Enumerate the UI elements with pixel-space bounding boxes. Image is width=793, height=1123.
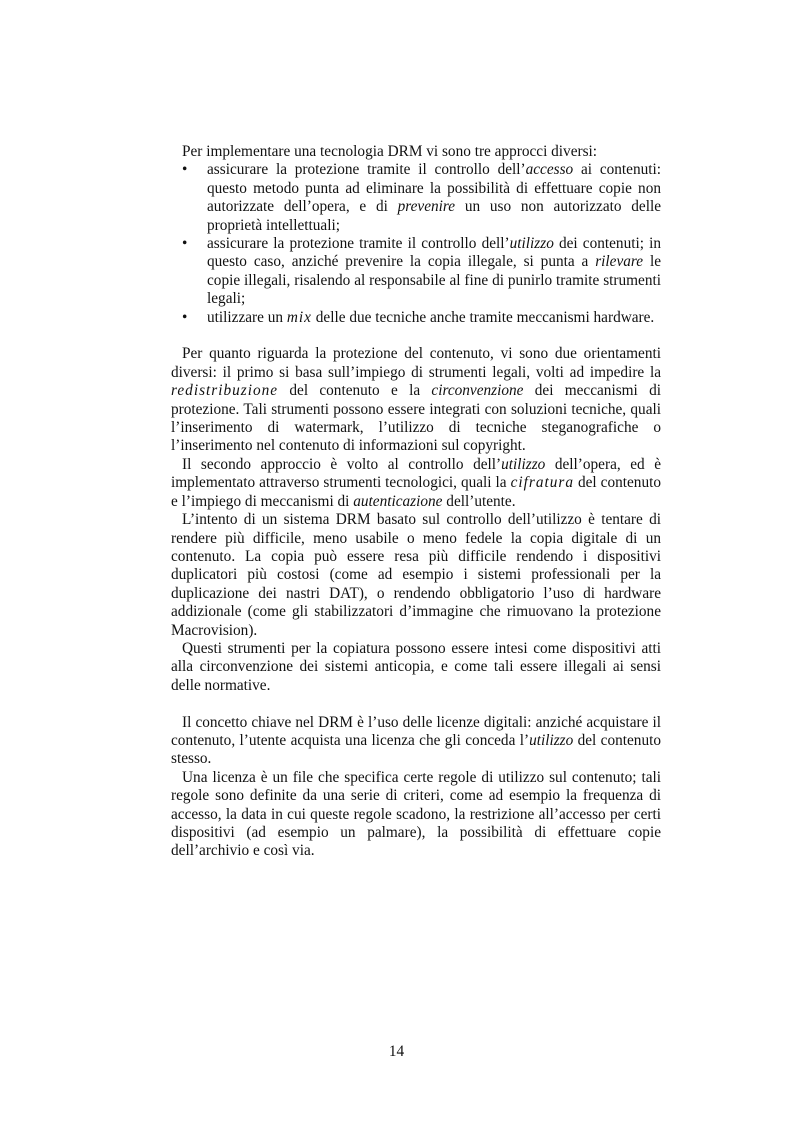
paragraph: Questi strumenti per la copiatura possono essere intesi come dispositivi atti alla circonvenzione dei sistemi anticopia, e come tali essere illegali ai sensi delle normative. [171, 639, 661, 694]
text-run: dell’utente. [442, 492, 516, 510]
emphasis: prevenire [397, 198, 456, 216]
text-run: del contenuto e l’impiego di meccanismi di [171, 474, 661, 510]
text-run: del contenuto stesso. [171, 731, 661, 768]
intro-paragraph: Per implementare una tecnologia DRM vi sono tre approcci diversi: [182, 143, 598, 160]
text-run: un uso non autorizzato delle proprietà intellettuali; [207, 198, 661, 234]
paragraph: L’intento di un sistema DRM basato sul controllo dell’utilizzo è tentare di rendere più difficile, meno usabile o meno fedele la copia digitale di un contenuto. La copia può essere resa più difficile rendendo i dispositivi duplicatori più costosi (come ad esempio i sistemi professionali per la duplicazione dei nastri DAT), o rendendo obbligatorio l’uso di hardware addizionale (come gli stabilizzatori d’immagine che rimuovano la protezione Macrovision). [171, 511, 661, 639]
emphasis: utilizzo [529, 731, 574, 749]
text-run: delle due tecniche anche tramite meccanismi hardware. [311, 308, 655, 326]
emphasis: accesso [525, 161, 574, 179]
emphasis: utilizzo [501, 455, 546, 473]
paragraph [171, 714, 661, 769]
paragraph-gap [171, 695, 661, 713]
text-run: assicurare la protezione tramite il controllo dell’ [207, 161, 526, 179]
text-run: dei contenuti; in questo caso, anziché prevenire la copia illegale, si punta a [207, 235, 662, 271]
emphasis: redistribuzione [171, 382, 279, 400]
emphasis: mix [286, 308, 312, 326]
list-item [207, 161, 661, 235]
text-run: le copie illegali, risalendo al responsabile al fine di punirlo tramite strumenti legali; [207, 253, 662, 308]
text-run: Il concetto chiave nel DRM è l’uso delle licenze digitali: anziché acquistare il contenuto, l’utente acquista una licenza che gli conceda l’ [171, 713, 661, 749]
list-item [207, 309, 661, 327]
paragraph [171, 345, 661, 455]
approaches-list [171, 161, 661, 327]
text-run: del contenuto e la [278, 382, 432, 400]
emphasis: rilevare [595, 253, 644, 271]
paragraph: Una licenza è un file che specifica certe regole di utilizzo sul contenuto; tali regole sono definite da una serie di criteri, come ad esempio la frequenza di accesso, la data in cui queste regole scadono, la restrizione all’accesso per certi dispositivi (ad esempio un palmare), la possibilità di effettuare copie dell’archivio e così via. [171, 768, 661, 860]
emphasis: circonvenzione [431, 382, 524, 400]
text-run: ai contenuti: questo metodo punta ad eliminare la possibilità di effettuare copie non autorizzate dell’opera, e di [207, 161, 661, 216]
text-run: utilizzare un [207, 308, 287, 326]
emphasis: autenticazione [353, 492, 443, 510]
body-text [171, 143, 661, 861]
text-run: assicurare la protezione tramite il controllo dell’ [207, 235, 510, 253]
text-run: Per quanto riguarda la protezione del contenuto, vi sono due orientamenti diversi: il primo si basa sull’impiego di strumenti legali, volti ad impedire la [171, 345, 661, 381]
paragraph [171, 456, 661, 511]
text-run: dell’opera, ed è implementato attraverso strumenti tecnologici, quali la [171, 455, 661, 492]
list-item [207, 235, 661, 309]
text-run: Il secondo approccio è volto al controllo dell’ [182, 455, 502, 473]
emphasis: utilizzo [509, 235, 554, 253]
paragraph-gap [171, 327, 661, 345]
page-number: 14 [388, 1043, 405, 1060]
text-run: dei meccanismi di protezione. Tali strumenti possono essere integrati con soluzioni tecniche, quali l’inserimento di watermark, l’utilizzo di tecniche steganografiche o l’inserimento nel contenuto di informazioni sul copyright. [171, 382, 661, 455]
emphasis: cifratura [510, 474, 574, 492]
